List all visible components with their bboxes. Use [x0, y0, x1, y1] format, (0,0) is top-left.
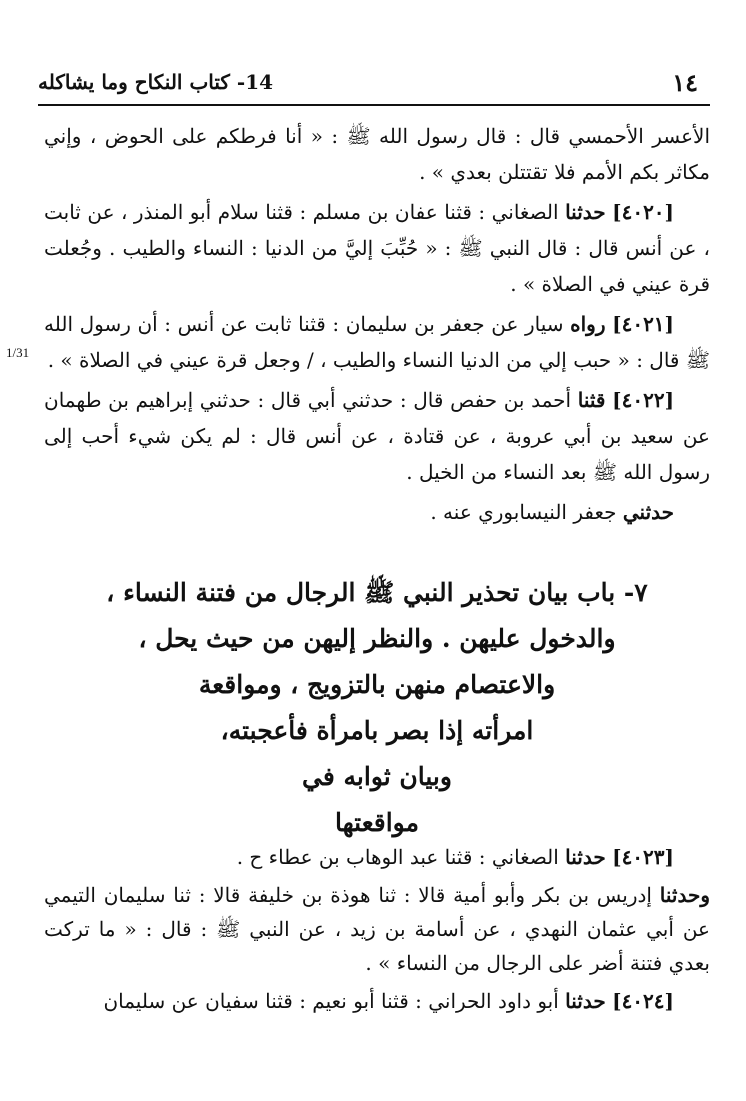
hadith-number: [٤٠٢٠] [612, 200, 675, 224]
hadith-lead: رواه [570, 312, 606, 336]
hadith-4023 [44, 840, 710, 874]
hadith-4023-chain [44, 878, 710, 980]
page-header [38, 64, 710, 98]
chapter-line: وبيان ثوابه في [302, 762, 452, 791]
hadith-lead: حدثنا [565, 200, 606, 224]
main-text-block [44, 118, 710, 534]
hadith-text: جعفر النيسابوري عنه . [430, 500, 617, 524]
hadith-number: [٤٠٢٣] [612, 845, 674, 869]
hadith-4021 [44, 306, 710, 378]
hadith-lead: قثنا [577, 388, 606, 412]
chapter-line: امرأته إذا بصر بامرأة فأعجبته، [220, 716, 534, 745]
chapter-line: والدخول عليهن . والنظر إليهن من حيث يحل ، [138, 624, 616, 653]
hadith-number: [٤٠٢٢] [612, 388, 675, 412]
hadith-text: إدريس بن بكر وأبو أمية قالا : ثنا هوذة بن خليفة قالا : ثنا سليمان التيمي عن أبي عثمان النهدي ، عن أسامة بن زيد ، عن النبي ﷺ : قال : « ما تركت بعدي فتنة أضر على الرجال من النساء » . [44, 883, 710, 975]
chapter-heading [44, 570, 710, 846]
second-text-block [44, 840, 710, 1022]
hadith-text: سيار عن جعفر بن سليمان : قثنا ثابت عن أنس : أن رسول الله ﷺ قال : « حبب إلي من الدنيا النساء والطيب ، / وجعل قرة عيني في الصلاة » . [44, 312, 710, 372]
hadith-text: أحمد بن حفص قال : حدثني أبي قال : حدثني إبراهيم بن طهمان عن سعيد بن أبي عروبة ، عن قتادة ، عن أنس قال : لم يكن شيء أحب إلى رسول الله ﷺ بعد النساء من الخيل . [44, 388, 710, 484]
header-rule [38, 104, 710, 106]
chapter-line: مواقعتها [335, 808, 419, 837]
hadith-lead: حدثنا [565, 989, 606, 1013]
hadith-4022-chain [44, 494, 710, 530]
hadith-text: الصغاني : قثنا عبد الوهاب بن عطاء ح . [236, 845, 559, 869]
chapter-line: والاعتصام منهن بالتزويج ، ومواقعة [198, 670, 556, 699]
hadith-number: [٤٠٢٤] [612, 989, 674, 1013]
hadith-lead: حدثنا [565, 845, 606, 869]
hadith-lead: وحدثنا [659, 883, 710, 907]
running-title: 14- كتاب النكاح وما يشاكله [38, 70, 274, 94]
margin-folio-note: 1/31 [6, 345, 30, 360]
hadith-lead: حدثني [622, 500, 674, 524]
page-number: ١٤ [672, 68, 698, 97]
hadith-number: [٤٠٢١] [612, 312, 675, 336]
hadith-4020 [44, 194, 710, 302]
paragraph-continuation [44, 118, 710, 190]
paragraph-text: الأعسر الأحمسي قال : قال رسول الله ﷺ : « أنا فرطكم على الحوض ، وإني مكاثر بكم الأمم فلا تقتتلن بعدي » . [44, 124, 710, 184]
hadith-4022 [44, 382, 710, 490]
hadith-text: الصغاني : قثنا عفان بن مسلم : قثنا سلام أبو المنذر ، عن ثابت ، عن أنس قال : قال النبي ﷺ : « حُبِّبَ إليَّ من الدنيا : النساء والطيب . وجُعلت قرة عيني في الصلاة » . [44, 200, 710, 296]
chapter-line: ٧- باب بيان تحذير النبي ﷺ الرجال من فتنة النساء ، [106, 578, 648, 607]
hadith-text: أبو داود الحراني : قثنا أبو نعيم : قثنا سفيان عن سليمان [103, 989, 559, 1013]
hadith-4024 [44, 984, 710, 1018]
